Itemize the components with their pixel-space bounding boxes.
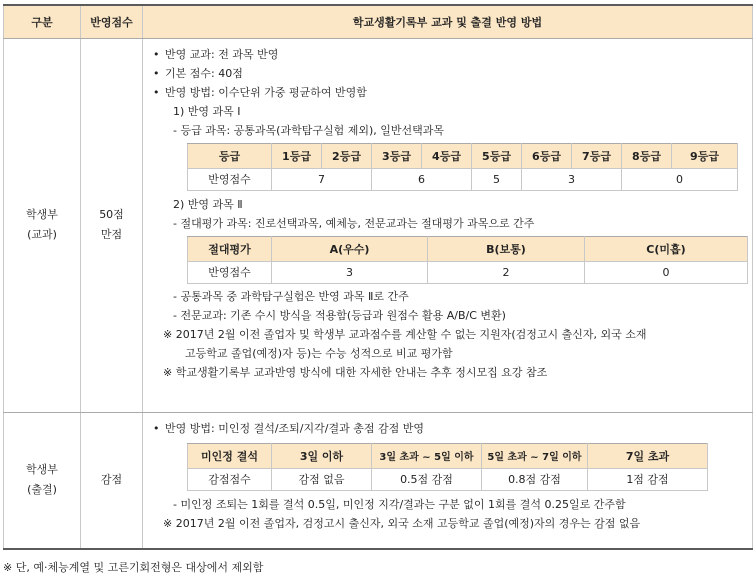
sub1-desc: - 등급 과목: 공통과목(과학탐구실험 제외), 일반선택과목 [173,123,445,137]
sub1-title: 1) 반영 과목 Ⅰ [173,104,241,118]
bullet-dot-icon: • [153,47,160,61]
bullet-dot-icon: • [153,421,160,435]
grade-header-cell: 9등급 [672,143,738,168]
grade-score-cell: 7 [272,168,372,190]
grade-header-cell: 8등급 [622,143,672,168]
absolute-header-cell: A(우수) [272,236,428,261]
grade-score-cell: 6 [372,168,472,190]
attendance-header-row [188,443,708,468]
attendance-table [187,443,708,491]
sub2-desc: - 절대평가 과목: 진로선택과목, 예체능, 전문교과는 절대평가 과목으로 간주 [173,216,535,230]
attendance-score-cell: 1점 감점 [588,468,708,490]
absolute-header-cell: 절대평가 [188,236,272,261]
attendance-category: 학생부 (출결) [4,412,81,549]
academic-score: 50점 만점 [81,38,143,412]
grade-header-cell: 7등급 [572,143,622,168]
header-row [4,5,753,38]
note-vocational: - 전문교과: 기존 수시 방식을 적용함(등급과 원점수 활용 A/B/C 변환) [173,308,506,322]
note-guide: ※ 학교생활기록부 교과반영 방식에 대한 자세한 안내는 추후 정시모집 요강 참조 [163,365,548,379]
grade-header-cell: 5등급 [472,143,522,168]
note-early-leave: - 미인정 조퇴는 1회를 결석 0.5일, 미인정 지각/결과는 구분 없이 1회를 결석 0.25일로 간주함 [173,497,626,511]
absolute-score-cell: 0 [585,261,748,283]
header-score: 반영점수 [81,5,143,38]
header-category: 구분 [4,5,81,38]
attendance-header-cell: 7일 초과 [588,443,708,468]
academic-method [143,38,753,412]
grade-header-cell: 2등급 [322,143,372,168]
grade-table [187,143,738,191]
grade-header-cell: 1등급 [272,143,322,168]
attendance-score-cell: 0.8점 감점 [482,468,588,490]
absolute-header-cell: C(미흡) [585,236,748,261]
absolute-row-label: 반영점수 [188,261,272,283]
bullet-attendance: • 반영 방법: 미인정 결석/조퇴/지각/결과 총점 감점 반영 [153,419,748,438]
attendance-header-cell: 3일 이하 [272,443,372,468]
header-method: 학교생활기록부 교과 및 출결 반영 방법 [143,5,753,38]
absolute-score-cell: 3 [272,261,428,283]
note-no-deduction: ※ 2017년 2월 이전 졸업자, 검정고시 출신자, 외국 소재 고등학교 졸업(예정)자의 경우는 감점 없음 [163,516,641,530]
grade-row-label: 반영점수 [188,168,272,190]
attendance-row-label: 감점점수 [188,468,272,490]
grade-header-row [188,143,738,168]
grade-header-cell: 등급 [188,143,272,168]
attendance-score-row [188,468,708,490]
bullet-method: • 반영 방법: 이수단위 가중 평균하여 반영함 [153,83,748,102]
bullet-dot-icon: • [153,66,160,80]
sub2-title: 2) 반영 과목 Ⅱ [173,197,243,211]
academic-category: 학생부 (교과) [4,38,81,412]
absolute-header-cell: B(보통) [428,236,585,261]
attendance-row [4,412,753,549]
note-pre2017-cont: 고등학교 졸업(예정)자 등)는 수능 성적으로 비교 평가함 [185,346,453,360]
attendance-header-cell: 미인정 결석 [188,443,272,468]
attendance-score-cell: 0.5점 감점 [372,468,482,490]
attendance-score: 감점 [81,412,143,549]
bullet-base-score: • 기본 점수: 40점 [153,64,748,83]
footnote: ※ 단, 예·체능계열 및 고른기회전형은 대상에서 제외함 [3,561,264,574]
grade-score-cell: 0 [622,168,738,190]
attendance-header-cell: 3일 초과 ~ 5일 이하 [372,443,482,468]
grade-header-cell: 3등급 [372,143,422,168]
attendance-method [143,412,753,549]
grade-score-cell: 5 [472,168,522,190]
absolute-score-row [188,261,748,283]
absolute-score-cell: 2 [428,261,585,283]
academic-row [4,38,753,412]
grade-score-row [188,168,738,190]
note-lab: - 공통과목 중 과학탐구실험은 반영 과목 Ⅱ로 간주 [173,289,409,303]
note-pre2017: ※ 2017년 2월 이전 졸업자 및 학생부 교과점수를 계산할 수 없는 지원자(검정고시 출신자, 외국 소재 [163,327,647,341]
absolute-header-row [188,236,748,261]
grade-header-cell: 4등급 [422,143,472,168]
bullet-dot-icon: • [153,85,160,99]
attendance-header-cell: 5일 초과 ~ 7일 이하 [482,443,588,468]
bullet-subjects: • 반영 교과: 전 과목 반영 [153,45,748,64]
absolute-table [187,236,748,284]
admission-table [3,4,753,550]
grade-score-cell: 3 [522,168,622,190]
attendance-score-cell: 감점 없음 [272,468,372,490]
grade-header-cell: 6등급 [522,143,572,168]
